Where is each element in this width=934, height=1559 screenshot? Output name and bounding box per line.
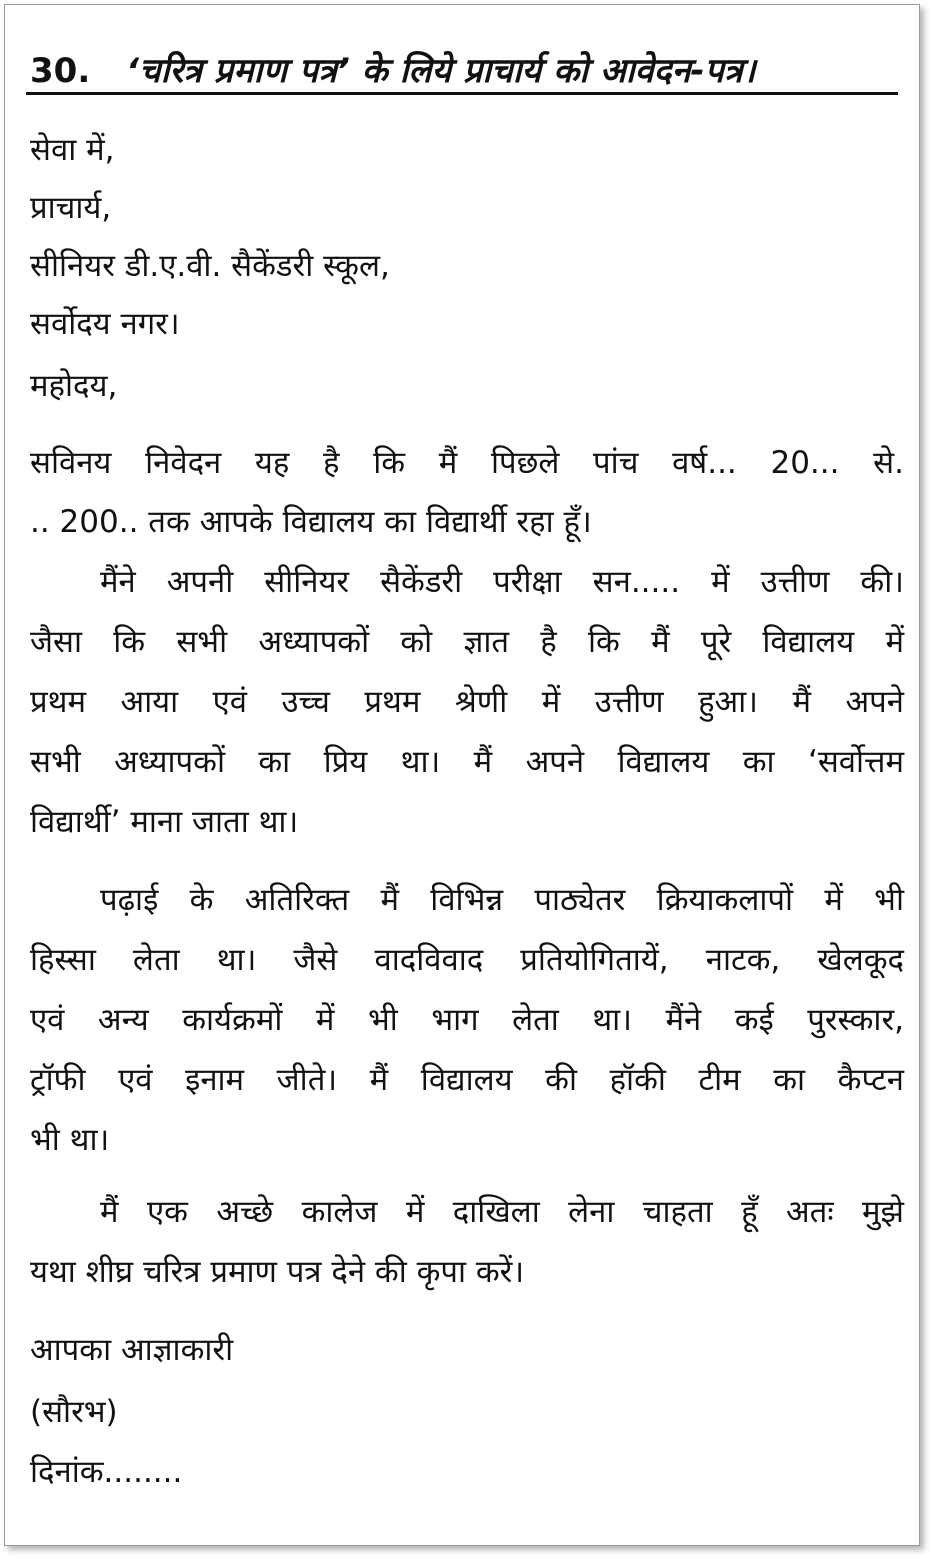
salutation: महोदय,	[30, 368, 118, 404]
signature-name: (सौरभ)	[30, 1394, 118, 1430]
closing-line: आपका आज्ञाकारी	[30, 1332, 234, 1368]
body-line: एवं अन्य कार्यक्रमों में भी भाग लेता था। मैंने कई पुरस्कार,	[30, 1002, 904, 1038]
address-line: प्राचार्य,	[30, 190, 112, 226]
body-line: ट्रॉफी एवं इनाम जीते। मैं विद्यालय की हॉकी टीम का कैप्टन	[30, 1062, 904, 1098]
body-line: भी था।	[30, 1122, 110, 1158]
letter-title	[30, 46, 900, 92]
address-line: सर्वोदय नगर।	[30, 306, 180, 342]
body-line: सभी अध्यापकों का प्रिय था। मैं अपने विद्यालय का ‘सर्वोत्तम	[30, 744, 904, 780]
title-underline	[26, 92, 898, 95]
body-line: हिस्सा लेता था। जैसे वादविवाद प्रतियोगितायें, नाटक, खेलकूद	[30, 942, 904, 978]
body-line: प्रथम आया एवं उच्च प्रथम श्रेणी में उत्तीण हुआ। मैं अपने	[30, 684, 904, 720]
title-text: ‘चरित्र प्रमाण पत्र’ के लिये प्राचार्य को आवेदन-पत्र।	[126, 51, 756, 91]
body-line: मैं एक अच्छे कालेज में दाखिला लेना चाहता हूँ अतः मुझे	[100, 1194, 904, 1230]
date-line: दिनांक........	[30, 1454, 183, 1490]
body-line: यथा शीघ्र चरित्र प्रमाण पत्र देने की कृपा करें।	[30, 1254, 525, 1290]
address-line: सेवा में,	[30, 132, 115, 168]
body-line: जैसा कि सभी अध्यापकों को ज्ञात है कि मैं पूरे विद्यालय में	[30, 624, 904, 660]
address-line: सीनियर डी.ए.वी. सैकेंडरी स्कूल,	[30, 248, 390, 284]
body-line: .. 200.. तक आपके विद्यालय का विद्यार्थी रहा हूँ।	[30, 504, 592, 540]
body-line: सविनय निवेदन यह है कि मैं पिछले पांच वर्ष... 20... से.	[30, 445, 904, 481]
body-line: विद्यार्थी’ माना जाता था।	[30, 804, 299, 840]
question-number: 30.	[30, 51, 91, 91]
body-line: पढ़ाई के अतिरिक्त मैं विभिन्न पाठ्येतर क्रियाकलापों में भी	[100, 882, 904, 918]
body-line: मैंने अपनी सीनियर सैकेंडरी परीक्षा सन..... में उत्तीण की।	[100, 564, 904, 600]
